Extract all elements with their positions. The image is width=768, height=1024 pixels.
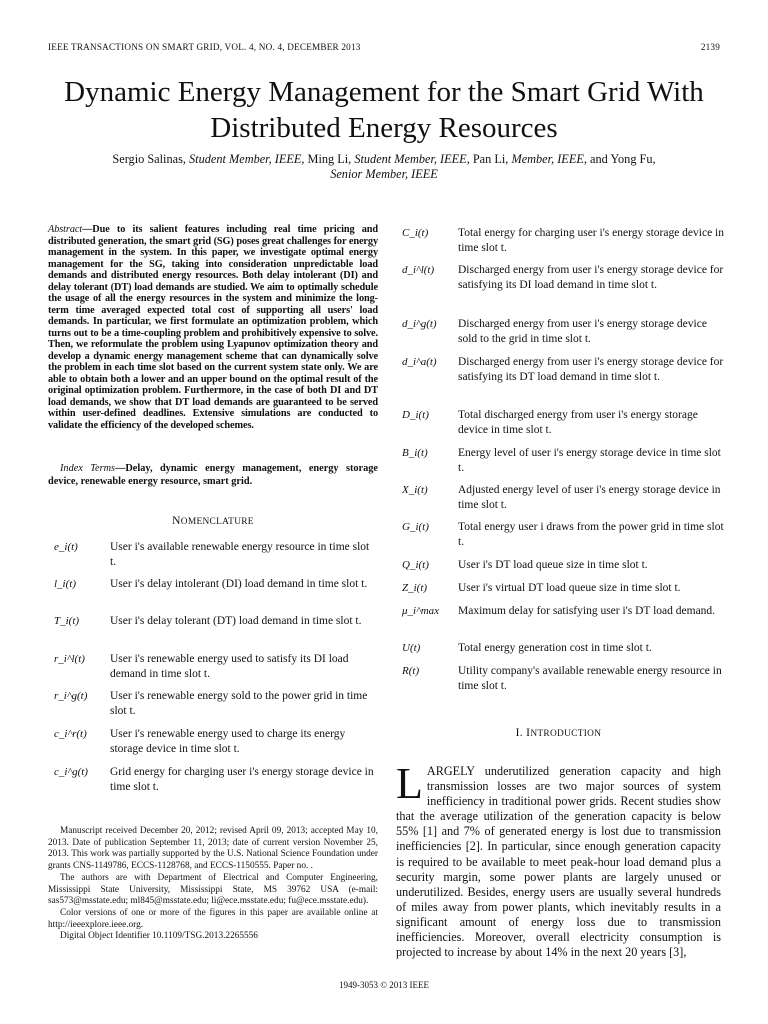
- symbol: B_i(t): [402, 447, 428, 459]
- symbol: d_i^l(t): [402, 264, 435, 276]
- author-role: Senior Member, IEEE: [330, 167, 438, 181]
- symbol: μ_i^max: [402, 605, 440, 617]
- author-name: and Yong Fu,: [590, 152, 656, 166]
- symbol: Z_i(t): [402, 582, 428, 594]
- symbol: c_i^g(t): [54, 766, 88, 778]
- definition: Utility company's available renewable energy resource in time slot t.: [458, 665, 722, 692]
- definition: User i's renewable energy sold to the power grid in time slot t.: [110, 690, 368, 717]
- index-terms-label: Index Terms: [60, 463, 116, 474]
- symbol: U(t): [402, 642, 421, 654]
- definition: Total energy generation cost in time slot t.: [458, 642, 652, 654]
- definition: Total discharged energy from user i's energy storage device in time slot t.: [458, 409, 698, 436]
- definition: Discharged energy from user i's energy storage device sold to the grid in time slot t.: [458, 318, 707, 345]
- symbol: R(t): [402, 665, 420, 677]
- symbol: e_i(t): [54, 541, 78, 553]
- index-terms-text: —Delay, dynamic energy management, energy storage device, renewable energy resource, smart grid.: [48, 463, 378, 487]
- definition: Discharged energy from user i's energy storage device for satisfying its DI load demand in time slot t.: [458, 264, 724, 291]
- symbol: X_i(t): [402, 484, 428, 496]
- introduction-heading: I. INTRODUCTION: [515, 727, 602, 739]
- symbol: r_i^l(t): [54, 653, 85, 665]
- definition: User i's delay tolerant (DT) load demand in time slot t.: [110, 615, 362, 627]
- footnote-doi: Digital Object Identifier 10.1109/TSG.2013.2265556: [60, 931, 258, 942]
- author-name: Sergio Salinas,: [112, 152, 186, 166]
- introduction-body: [396, 759, 721, 960]
- symbol: d_i^a(t): [402, 356, 437, 368]
- author-name: Ming Li,: [307, 152, 352, 166]
- copyright-footer: 1949-3053 © 2013 IEEE: [338, 980, 430, 990]
- symbol: Q_i(t): [402, 559, 429, 571]
- footnote-color: Color versions of one or more of the figures in this paper are available online at http://ieeexplore.ieee.org.: [48, 907, 378, 930]
- definition: Maximum delay for satisfying user i's DT load demand.: [458, 605, 716, 617]
- nomenclature-heading: NOMENCLATURE: [172, 515, 254, 527]
- paper-title: Dynamic Energy Management for the Smart Grid With Distributed Energy Resources: [64, 76, 704, 144]
- definition: Adjusted energy level of user i's energy storage device in time slot t.: [458, 484, 721, 511]
- symbol: G_i(t): [402, 521, 429, 533]
- author-role: Member, IEEE,: [511, 152, 587, 166]
- symbol: C_i(t): [402, 227, 429, 239]
- footnote-affiliation: The authors are with Department of Electrical and Computer Engineering, Mississippi State University, Mississippi State, MS 39762 USA (e-mail: sas573@msstate.edu; ml845@msstate.edu; li@ece.msstate.edu; fu@ece.msstate.edu).: [48, 872, 378, 907]
- definition: Energy level of user i's energy storage device in time slot t.: [458, 447, 721, 474]
- abstract-label: Abstract: [48, 224, 83, 235]
- index-terms: [48, 462, 378, 488]
- definition: Total energy user i draws from the power grid in time slot t.: [458, 521, 724, 548]
- author-role: Student Member, IEEE,: [354, 152, 470, 166]
- definition: Discharged energy from user i's energy storage device for satisfying its DT load demand in time slot t.: [458, 356, 724, 383]
- symbol: l_i(t): [54, 578, 76, 590]
- symbol: D_i(t): [402, 409, 429, 421]
- abstract: [48, 224, 378, 431]
- definition: Total energy for charging user i's energy storage device in time slot t.: [458, 227, 724, 254]
- definition: User i's virtual DT load queue size in time slot t.: [458, 582, 681, 594]
- introduction-text: ARGELY underutilized generation capacity and high transmission losses are two major sources of system inefficiency in traditional power grids. Recent studies show that the average utilization of the generation capacity is below 55% [1] and 7% of generated energy is lost due to transmission inefficiencies [2]. In particular, since enough generation capacity is required to be available to meet peak-hour load demand plus a security margin, some power plants are largely unused or underutilized. Besides, energy users are usually several hundreds of miles away from power plants, which inevitably results in a significant amount of energy loss due to transmission inefficiencies. Moreover, overall electricity consumption is projected to increase by about 14% in the next 20 years [3],: [396, 764, 721, 960]
- author-role: Student Member, IEEE,: [189, 152, 305, 166]
- journal-header: IEEE TRANSACTIONS ON SMART GRID, VOL. 4, NO. 4, DECEMBER 2013: [48, 42, 361, 52]
- footnotes: [48, 826, 378, 943]
- nomenclature-right: [396, 226, 726, 696]
- symbol: T_i(t): [54, 615, 80, 627]
- drop-cap: L: [396, 759, 423, 808]
- definition: User i's renewable energy used to charge its energy storage device in time slot t.: [110, 728, 346, 755]
- symbol: c_i^r(t): [54, 728, 87, 740]
- definition: User i's renewable energy used to satisfy its DI load demand in time slot t.: [110, 653, 349, 680]
- author-list: [100, 152, 668, 182]
- author-name: Pan Li,: [472, 152, 509, 166]
- definition: User i's DT load queue size in time slot t.: [458, 559, 648, 571]
- definition: User i's available renewable energy resource in time slot t.: [110, 541, 370, 568]
- symbol: r_i^g(t): [54, 690, 88, 702]
- abstract-text: —Due to its salient features including real time pricing and distributed generation, the smart grid (SG) poses great challenges for energy management in the system. In this paper, we investigate optimal energy management for the SG, taking into consideration unpredictable load demands and distributed energy resources. Both delay intolerant (DI) and delay tolerant (DT) load demands are studied. We aim to optimally schedule the usage of all the energy resources in the system and minimize the long-term time averaged expected total cost of supporting all users' load demands. In particular, we first formulate an optimization problem, which turns out to be a time-coupling problem and prohibitively expensive to solve. Then, we reformulate the problem using Lyapunov optimization theory and develop a dynamic energy management scheme that can dynamically solve the problem in each time slot based on the current system state only. We are able to obtain both a lower and an upper bound on the optimal result of the original optimization problem. Furthermore, in the case of both DI and DT load demands, we show that DT load demands are guaranteed to be served within user-defined deadlines. Extensive simulations are conducted to validate the efficiency of the developed schemes.: [48, 224, 378, 431]
- symbol: d_i^g(t): [402, 318, 437, 330]
- definition: Grid energy for charging user i's energy storage device in time slot t.: [110, 766, 374, 793]
- footnote-manuscript: Manuscript received December 20, 2012; revised April 09, 2013; accepted May 10, 2013. Date of publication September 11, 2013; date of current version November 25, 2013. This work was partially supported by the U.S. National Science Foundation under grants CNS-1149786, ECCS-1128768, and ECCS-1150555. Paper no. .: [48, 826, 378, 872]
- definition: User i's delay intolerant (DI) load demand in time slot t.: [110, 578, 368, 590]
- nomenclature-left: [48, 540, 378, 800]
- page-number: 2139: [700, 42, 720, 52]
